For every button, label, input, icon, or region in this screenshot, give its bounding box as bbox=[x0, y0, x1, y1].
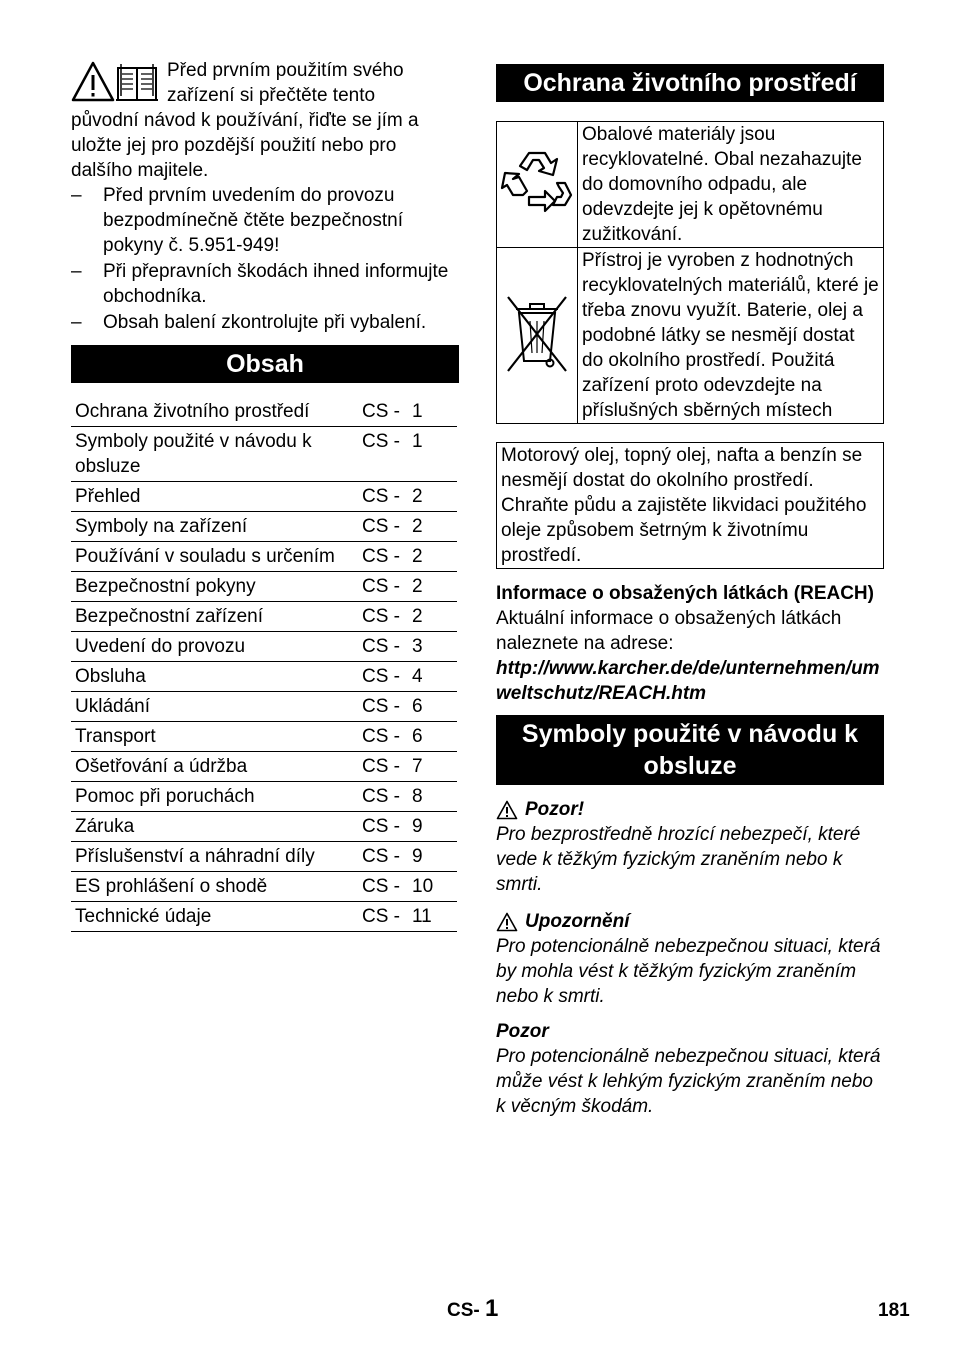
toc-page-number: 3 bbox=[412, 636, 423, 657]
toc-page-number: 6 bbox=[412, 696, 423, 717]
toc-entry-label: Ošetřování a údržba bbox=[71, 752, 358, 782]
toc-entry-label: Transport bbox=[71, 722, 358, 752]
table-row bbox=[71, 572, 457, 602]
toc-entry-label: Záruka bbox=[71, 812, 358, 842]
recycle-icon bbox=[499, 143, 575, 219]
toc-entry-page bbox=[358, 872, 457, 902]
warning-heading bbox=[496, 909, 884, 934]
toc-entry-page bbox=[358, 782, 457, 812]
toc-entry-label: Ukládání bbox=[71, 692, 358, 722]
toc-page-prefix: CS - bbox=[362, 431, 400, 452]
table-row bbox=[71, 692, 457, 722]
toc-entry-page bbox=[358, 812, 457, 842]
section-page-label: CS- 1 bbox=[447, 1295, 499, 1322]
toc-entry-label: Ochrana životního prostředí bbox=[71, 397, 358, 427]
toc-entry-page bbox=[358, 397, 457, 427]
toc-entry-page bbox=[358, 752, 457, 782]
table-row bbox=[497, 248, 884, 424]
toc-entry-label: Pomoc při poruchách bbox=[71, 782, 358, 812]
toc-page-number: 2 bbox=[412, 576, 423, 597]
toc-page-prefix: CS - bbox=[362, 666, 400, 687]
crossed-bin-icon-cell bbox=[497, 248, 578, 424]
table-row bbox=[71, 902, 457, 932]
bin-text: Přístroj je vyroben z hodnotných recyklovatelných materiálů, které je třeba znovu využít. Baterie, olej a podobné látky se nesmějí dostat do okolního prostředí. Použitá zařízení proto odevzdejte na příslušných sběrných místech bbox=[578, 248, 884, 424]
caution-label: Pozor bbox=[496, 1021, 549, 1042]
toc-page-prefix: CS - bbox=[362, 636, 400, 657]
toc-page-prefix: CS - bbox=[362, 486, 400, 507]
toc-entry-page bbox=[358, 542, 457, 572]
reach-text: Aktuální informace o obsažených látkách naleznete na adrese: bbox=[496, 608, 842, 654]
toc-entry-page bbox=[358, 662, 457, 692]
list-item: – Před prvním uvedením do provozu bezpodmínečně čtěte bezpečnostní pokyny č. 5.951-949! bbox=[71, 183, 459, 258]
intro-text: původní návod k používání, řiďte se jím a uložte jej pro pozdější použití nebo pro dalšího majitele. bbox=[71, 110, 419, 181]
table-row bbox=[71, 602, 457, 632]
oil-notice: Motorový olej, topný olej, nafta a benzín se nesmějí dostat do okolního prostředí. Chraňte půdu a zajistěte likvidaci použitého oleje způsobem šetrným k životnímu prostředí. bbox=[496, 442, 884, 569]
toc-entry-label: Symboly použité v návodu k obsluze bbox=[71, 427, 358, 482]
right-column bbox=[496, 64, 884, 1119]
toc-page-number: 9 bbox=[412, 846, 423, 867]
toc-page-number: 2 bbox=[412, 516, 423, 537]
toc-page-prefix: CS - bbox=[362, 906, 400, 927]
list-item: – Při přepravních škodách ihned informujte obchodníka. bbox=[71, 259, 459, 309]
section-prefix: CS bbox=[447, 1300, 474, 1321]
table-row bbox=[71, 782, 457, 812]
danger-label: Pozor! bbox=[525, 799, 585, 820]
toc-page-number: 10 bbox=[412, 876, 434, 897]
toc-page-prefix: CS - bbox=[362, 846, 400, 867]
toc-title: Obsah bbox=[71, 345, 459, 383]
toc-page-number: 7 bbox=[412, 756, 423, 777]
crossed-bin-icon bbox=[502, 287, 572, 377]
recycle-text: Obalové materiály jsou recyklovatelné. Obal nezahazujte do domovního odpadu, ale odevzdejte jej k opětovnému zužitkování. bbox=[578, 122, 884, 248]
toc-page-number: 1 bbox=[412, 431, 423, 452]
warning-text: Pro potencionálně nebezpečnou situaci, která by mohla vést k těžkým fyzickým zraněním nebo k smrti. bbox=[496, 936, 881, 1007]
toc-entry-label: Bezpečnostní pokyny bbox=[71, 572, 358, 602]
intro-header bbox=[71, 58, 459, 108]
table-row bbox=[71, 427, 457, 482]
toc-page-number: 2 bbox=[412, 606, 423, 627]
page-number: 181 bbox=[878, 1300, 910, 1321]
toc-entry-page bbox=[358, 842, 457, 872]
toc-page-number: 1 bbox=[412, 401, 423, 422]
toc-page-number: 2 bbox=[412, 486, 423, 507]
toc-page-number: 2 bbox=[412, 546, 423, 567]
caution-text: Pro potencionálně nebezpečnou situaci, která může vést k lehkým fyzickým zraněním nebo k věcným škodám. bbox=[496, 1046, 881, 1117]
toc-page-prefix: CS - bbox=[362, 786, 400, 807]
toc-entry-label: Technické údaje bbox=[71, 902, 358, 932]
list-item: – Obsah balení zkontrolujte při vybalení. bbox=[71, 310, 459, 335]
intro-line-2: zařízení si přečtěte tento bbox=[167, 85, 376, 106]
toc-page-prefix: CS - bbox=[362, 726, 400, 747]
toc-page-prefix: CS - bbox=[362, 576, 400, 597]
table-row bbox=[71, 482, 457, 512]
toc-entry-label: Symboly na zařízení bbox=[71, 512, 358, 542]
toc-entry-label: Uvedení do provozu bbox=[71, 632, 358, 662]
danger-heading bbox=[496, 797, 884, 822]
reach-heading: Informace o obsažených látkách (REACH) bbox=[496, 583, 874, 604]
section-page: 1 bbox=[485, 1295, 499, 1322]
reach-url-link[interactable]: http://www.karcher.de/de/unternehmen/umweltschutz/REACH.htm bbox=[496, 658, 880, 704]
toc-entry-page bbox=[358, 572, 457, 602]
environment-title: Ochrana životního prostředí bbox=[496, 64, 884, 102]
toc-entry-page bbox=[358, 692, 457, 722]
toc-page-number: 11 bbox=[412, 906, 432, 927]
warning-manual-icon bbox=[71, 60, 161, 104]
warning-triangle-icon bbox=[496, 912, 518, 932]
toc-page-prefix: CS - bbox=[362, 876, 400, 897]
intro-line-1: Před prvním použitím svého bbox=[167, 60, 404, 81]
toc-page-number: 6 bbox=[412, 726, 423, 747]
table-row bbox=[71, 752, 457, 782]
danger-text: Pro bezprostředně hrozící nebezpečí, které vede k těžkým fyzickým zraněním nebo k smrti. bbox=[496, 824, 861, 895]
toc-entry-page bbox=[358, 512, 457, 542]
table-row bbox=[71, 662, 457, 692]
intro-bullets bbox=[71, 183, 459, 335]
table-of-contents bbox=[71, 397, 457, 932]
toc-entry-label: Obsluha bbox=[71, 662, 358, 692]
toc-entry-label: Používání v souladu s určením bbox=[71, 542, 358, 572]
toc-entry-label: Bezpečnostní zařízení bbox=[71, 602, 358, 632]
toc-entry-page bbox=[358, 482, 457, 512]
table-row bbox=[71, 872, 457, 902]
table-row bbox=[71, 397, 457, 427]
toc-page-prefix: CS - bbox=[362, 756, 400, 777]
toc-page-prefix: CS - bbox=[362, 546, 400, 567]
toc-page-prefix: CS - bbox=[362, 816, 400, 837]
toc-entry-label: Přehled bbox=[71, 482, 358, 512]
table-row bbox=[71, 842, 457, 872]
toc-page-number: 4 bbox=[412, 666, 423, 687]
symbols-title: Symboly použité v návodu k obsluze bbox=[496, 715, 884, 785]
toc-entry-label: Příslušenství a náhradní díly bbox=[71, 842, 358, 872]
table-row bbox=[71, 632, 457, 662]
warning-triangle-icon bbox=[496, 800, 518, 820]
environment-table bbox=[496, 121, 884, 424]
toc-entry-page bbox=[358, 602, 457, 632]
recycle-icon-cell bbox=[497, 122, 578, 248]
toc-entry-page bbox=[358, 902, 457, 932]
table-row bbox=[71, 512, 457, 542]
toc-page-number: 8 bbox=[412, 786, 423, 807]
table-row bbox=[71, 722, 457, 752]
toc-page-prefix: CS - bbox=[362, 516, 400, 537]
toc-page-prefix: CS - bbox=[362, 401, 400, 422]
toc-entry-label: ES prohlášení o shodě bbox=[71, 872, 358, 902]
toc-page-prefix: CS - bbox=[362, 606, 400, 627]
table-row bbox=[71, 812, 457, 842]
left-column bbox=[71, 58, 459, 932]
toc-page-number: 9 bbox=[412, 816, 423, 837]
table-row bbox=[497, 122, 884, 248]
warning-label: Upozornění bbox=[525, 911, 630, 932]
toc-page-prefix: CS - bbox=[362, 696, 400, 717]
table-row bbox=[71, 542, 457, 572]
toc-entry-page bbox=[358, 632, 457, 662]
toc-entry-page bbox=[358, 427, 457, 482]
toc-entry-page bbox=[358, 722, 457, 752]
